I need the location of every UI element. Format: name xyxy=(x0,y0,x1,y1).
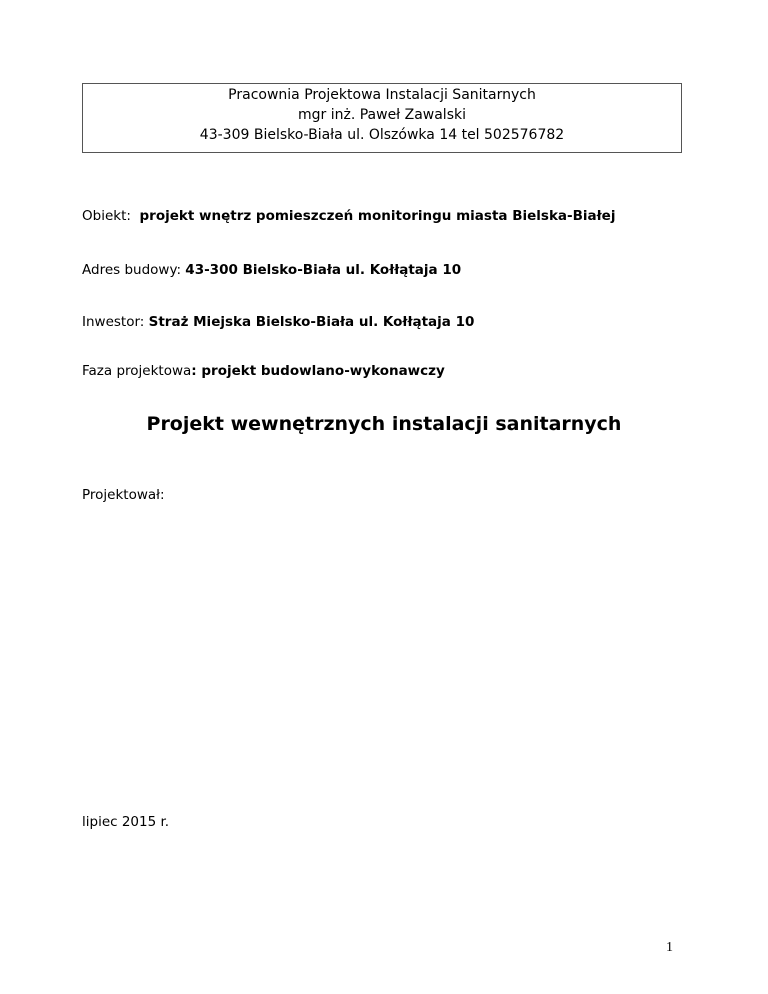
field-obiekt xyxy=(82,207,615,225)
company-name: Pracownia Projektowa Instalacji Sanitarnych xyxy=(228,87,536,103)
field-adres xyxy=(82,261,461,279)
faza-value: : projekt budowlano-wykonawczy xyxy=(191,363,445,379)
adres-value: 43-300 Bielsko-Biała ul. Kołłątaja 10 xyxy=(185,262,462,278)
document-title: Projekt wewnętrznych instalacji sanitarnych xyxy=(146,413,622,435)
header-box xyxy=(82,83,682,153)
company-address: 43-309 Bielsko-Biała ul. Olszówka 14 tel 502576782 xyxy=(199,127,565,143)
obiekt-label: Obiekt: xyxy=(82,208,140,224)
field-inwestor xyxy=(82,313,474,331)
obiekt-value: projekt wnętrz pomieszczeń monitoringu miasta Bielska-Białej xyxy=(139,208,616,224)
inwestor-value: Straż Miejska Bielsko-Biała ul. Kołłątaja 10 xyxy=(148,314,475,330)
faza-label: Faza projektowa xyxy=(82,363,192,379)
adres-label: Adres budowy: xyxy=(82,262,186,278)
document-date: lipiec 2015 r. xyxy=(82,814,170,830)
field-faza xyxy=(82,362,445,380)
inwestor-label: Inwestor: xyxy=(82,314,149,330)
page-number: 1 xyxy=(666,940,673,955)
designer-name: mgr inż. Paweł Zawalski xyxy=(297,107,466,123)
designed-by-label: Projektował: xyxy=(82,487,165,503)
